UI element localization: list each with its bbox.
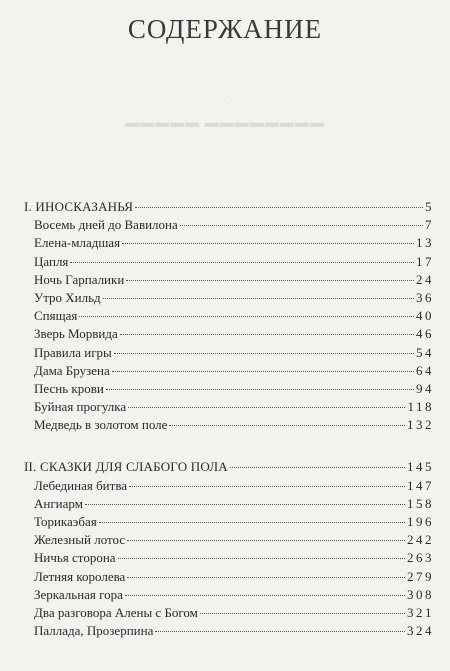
- toc-entry[interactable]: [24, 272, 434, 290]
- toc-page-number: 158: [407, 495, 434, 511]
- toc-page-number: 196: [407, 514, 434, 529]
- toc-entry[interactable]: [24, 417, 434, 435]
- leader-dots: [230, 467, 405, 468]
- toc-entry-title: Елена-младшая: [34, 235, 121, 251]
- toc-page-number: 46: [416, 326, 434, 342]
- toc-entry[interactable]: [24, 235, 434, 253]
- toc-heading-label: I. ИНОСКАЗАНЬЯ: [24, 199, 134, 214]
- bleed-through-text: · · · · ·: [208, 95, 242, 105]
- leader-dots: [118, 558, 405, 559]
- toc-entry-title: Восемь дней до Вавилона: [34, 217, 178, 233]
- toc-page-number: 5: [425, 199, 434, 214]
- toc-entry-title: Правила игры: [34, 344, 112, 360]
- leader-dots: [114, 353, 414, 354]
- toc-entry[interactable]: [24, 550, 434, 568]
- toc-entry-title: Медведь в золотом поле: [34, 417, 168, 433]
- toc-page-number: 24: [416, 271, 434, 287]
- leader-dots: [120, 334, 414, 335]
- toc-page-number: 7: [425, 217, 434, 233]
- leader-dots: [85, 504, 405, 505]
- toc-page-number: 279: [407, 568, 434, 584]
- toc-page-number: 118: [407, 399, 434, 415]
- toc-entry[interactable]: [24, 345, 434, 363]
- leader-dots: [122, 243, 414, 244]
- toc-entry-title: Торикаэбая: [34, 514, 97, 529]
- toc-entry-title: Цапля: [34, 253, 69, 269]
- toc-entry[interactable]: [24, 381, 434, 399]
- toc-entry-title: Паллада, Прозерпина: [34, 623, 154, 639]
- toc-page-number: 40: [416, 308, 434, 324]
- leader-dots: [180, 225, 423, 226]
- leader-dots: [112, 371, 414, 372]
- bleed-through-text: ▬▬▬▬▬ ▬▬▬▬▬▬▬▬: [125, 116, 325, 131]
- leader-dots: [169, 425, 405, 426]
- toc-entry-title: Летняя королева: [34, 568, 126, 584]
- toc-entry-title: Зверь Морвида: [34, 326, 118, 342]
- toc-entry[interactable]: [24, 569, 434, 587]
- toc-entry-title: Лебединая битва: [34, 477, 128, 493]
- toc-entry[interactable]: [24, 399, 434, 417]
- toc-entry[interactable]: [24, 290, 434, 308]
- toc-page-number: 13: [416, 235, 434, 251]
- table-of-contents: [24, 199, 434, 665]
- toc-page-number: 36: [416, 289, 434, 305]
- toc-entry-title: Буйная прогулка: [34, 399, 127, 415]
- toc-part-heading[interactable]: [24, 459, 434, 477]
- toc-page-number: 64: [416, 362, 434, 378]
- toc-entry-title: Песнь крови: [34, 380, 104, 396]
- leader-dots: [155, 631, 405, 632]
- toc-part-1: [24, 199, 434, 435]
- toc-page-number: 263: [407, 550, 434, 566]
- toc-page-number: 132: [407, 417, 434, 433]
- toc-entry-title: Утро Хильд: [34, 289, 101, 305]
- toc-entry-title: Ангиарм: [34, 495, 83, 511]
- toc-page-number: 54: [416, 344, 434, 360]
- toc-entry[interactable]: [24, 254, 434, 272]
- toc-entry[interactable]: [24, 496, 434, 514]
- toc-page-number: 242: [407, 532, 434, 548]
- leader-dots: [106, 389, 414, 390]
- bleed-through-text: · · · ·: [212, 172, 238, 182]
- toc-page-number: 145: [407, 459, 434, 475]
- toc-entry[interactable]: [24, 363, 434, 381]
- toc-entry[interactable]: [24, 605, 434, 623]
- toc-part-2: [24, 459, 434, 641]
- toc-page-number: 324: [407, 623, 434, 639]
- toc-entry-title: Спящая: [34, 308, 78, 324]
- leader-dots: [99, 522, 405, 523]
- toc-entry-title: Дама Брузена: [34, 362, 110, 378]
- toc-part-heading[interactable]: [24, 199, 434, 217]
- leader-dots: [135, 207, 423, 208]
- toc-entry-title: Ночь Гарпалики: [34, 271, 125, 287]
- toc-entry[interactable]: [24, 532, 434, 550]
- toc-entry[interactable]: [24, 217, 434, 235]
- leader-dots: [200, 613, 405, 614]
- leader-dots: [128, 407, 405, 408]
- toc-entry-title: Зеркальная гора: [34, 586, 123, 602]
- leader-dots: [129, 486, 405, 487]
- page-title: СОДЕРЖАНИЕ: [127, 14, 323, 44]
- toc-entry-title: Ничья сторона: [34, 550, 116, 566]
- toc-entry[interactable]: [24, 514, 434, 532]
- leader-dots: [125, 595, 405, 596]
- toc-entry[interactable]: [24, 326, 434, 344]
- toc-page-number: 308: [407, 586, 434, 602]
- leader-dots: [70, 262, 414, 263]
- toc-entry[interactable]: [24, 623, 434, 641]
- toc-page-number: 147: [407, 477, 434, 493]
- leader-dots: [126, 280, 414, 281]
- toc-entry-title: Железный лотос: [34, 532, 126, 548]
- leader-dots: [127, 540, 405, 541]
- toc-entry[interactable]: [24, 478, 434, 496]
- leader-dots: [103, 298, 414, 299]
- toc-page-number: 94: [416, 380, 434, 396]
- leader-dots: [79, 316, 414, 317]
- toc-entry[interactable]: [24, 587, 434, 605]
- leader-dots: [127, 577, 405, 578]
- toc-page-number: 321: [407, 604, 434, 620]
- toc-page-number: 17: [416, 253, 434, 269]
- toc-heading-label: II. СКАЗКИ ДЛЯ СЛАБОГО ПОЛА: [24, 459, 228, 475]
- toc-entry-title: Два разговора Алены с Богом: [34, 604, 198, 620]
- toc-entry[interactable]: [24, 308, 434, 326]
